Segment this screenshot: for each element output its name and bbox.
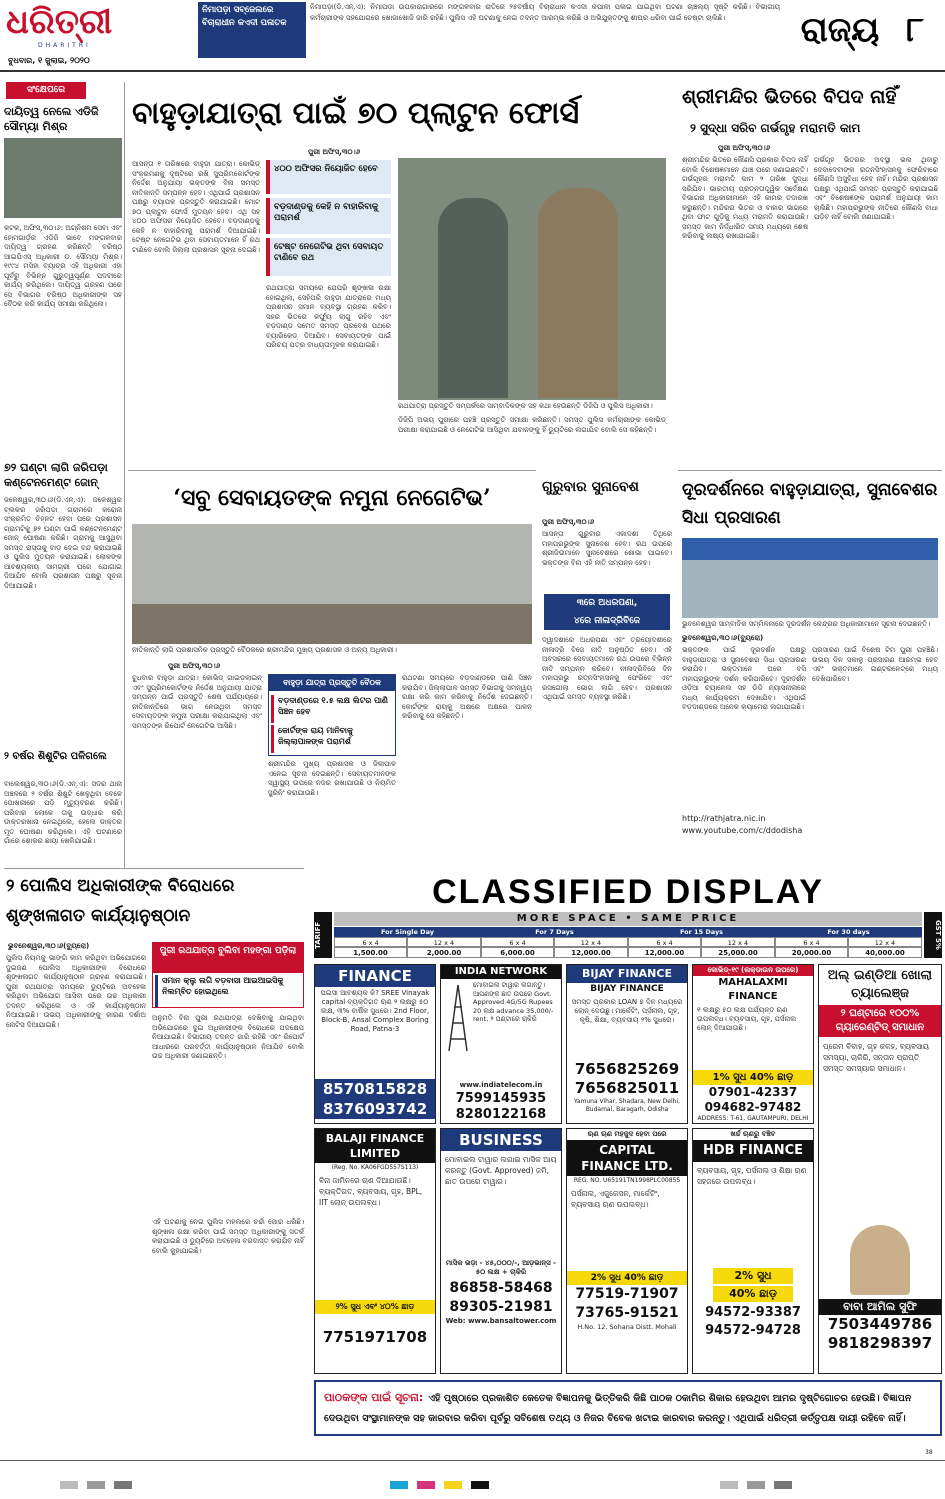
doordarshan-body-a: ଭକ୍ତଙ୍କ ପାଇଁ ଦୂରଦର୍ଶନ ପକ୍ଷରୁ ବାହୁଡ଼ାଯାତ୍ରା ଓ ସୁନାବେଶର ସିଧା ପ୍ରସାରଣ କରାଯିବ। ଭକ୍ତମାନେ ଘରେ ବସି ମହାପ୍ରଭୁଙ୍କ ଦର୍ଶନ କରିପାରିବେ। ଦୂରଦର୍ଶନ ଓଡ଼ିଆ ଚ୍ୟାନେଲ ସହ ଡିଡି ନ୍ୟାସନାଲରେ ମଧ୍ୟ କାର୍ଯ୍ୟକ୍ରମ ଦେଖାଯିବ। ଏଥିପାଇଁ ବଡ଼ଦାଣ୍ଡରେ ଅନେକ କ୍ୟାମେରା ଲଗାଯାଇଛି। — [682, 646, 806, 711]
ad-india-network-title: INDIA NETWORK — [441, 965, 561, 979]
ad-bijay-phone-2[interactable]: 7656825011 — [574, 1079, 680, 1097]
ad-finance-phone-1[interactable]: 8570815828 — [315, 1079, 435, 1099]
sunabesha-box-2: ୪ରେ ନୀଳାଦ୍ରିବିଜେ — [544, 612, 670, 630]
sunabesha-box-1: ୩ରେ ଅଧରପଣା, — [544, 594, 670, 612]
doordarshan-top-rule — [678, 470, 942, 471]
ad-business-phone-1[interactable]: 86858-58468 — [449, 1280, 553, 1296]
tariff-group-1: For Single Day — [334, 927, 481, 937]
police-story — [4, 872, 306, 1384]
ad-hdb-tag: ଖର୍ଚ୍ଚ ଋଣରୁ ବଞ୍ଚିବ — [730, 1130, 776, 1138]
masthead-rule — [0, 70, 945, 72]
doordarshan-photo-backdrop — [682, 538, 938, 560]
ad-finance-title: FINANCE — [315, 965, 435, 987]
sebayat-body-b: ଶ୍ରୀମନ୍ଦିର ମୁଖ୍ୟ ପ୍ରଶାସକ ଓ ଜିଲାପାଳ ଏନେଇ ସୂଚନା ଦେଇଛନ୍ତି। ସେବାୟତମାନଙ୍କ ସ୍ୱାସ୍ଥ୍ୟ ଉପରେ ନଜର ରଖାଯାଉଛି ଓ ନିୟମିତ ସ୍କ୍ରିନିଂ କରାଯାଉଛି। — [268, 760, 396, 797]
tariff-size-7: 6 x 4 — [775, 937, 848, 947]
sebayat-photo — [132, 524, 532, 644]
tariff-size-6: 12 x 4 — [701, 937, 775, 947]
tariff-size-2: 12 x 4 — [407, 937, 481, 947]
doordarshan-photo — [682, 538, 938, 618]
main-callout-1: ୪୦୦ ଅଫିସର ନିୟୋଜିତ ହେବେ — [266, 160, 391, 194]
brief-headline-2: ୭୨ ଘଣ୍ଟା ଲାଗି ଜରିପଡ଼ା କଣ୍ଟେନମେଣ୍ଟ ଜୋନ୍ — [4, 461, 108, 489]
tariff-group-4: For 30 days — [775, 927, 922, 937]
ad-bijay-body: ସମସ୍ତ ପ୍ରକାର LOAN ୭ ଦିନ ମଧ୍ୟରେ ଲୋନ୍ ଦେଉଛୁ। ମାର୍କେଟିଂ, ପର୍ସନାଲ, ଗୃହ, କୃଷି, ଶିକ୍ଷା, ବ୍ୟବସାୟ ୨% ସୁଧରେ। — [571, 998, 683, 1024]
srimandir-story — [678, 78, 942, 466]
ad-mahalaxmi[interactable] — [692, 964, 814, 1124]
swatch-grey-4 — [720, 1481, 738, 1489]
ad-capital-phone-1[interactable]: 77519-71907 — [575, 1286, 679, 1302]
masthead-logo — [6, 2, 126, 54]
ad-mahalaxmi-phone-2[interactable]: 094682-97482 — [704, 1100, 802, 1114]
ad-business-phone-2[interactable]: 89305-21981 — [449, 1299, 553, 1315]
ad-balaji-rate: ୨% ସୁଧ ଏବଂ ୪୦% ଛାଡ଼ — [315, 1300, 435, 1314]
main-callout-box — [266, 158, 391, 278]
doordarshan-headline: ଦୂରଦର୍ଶନରେ ବାହୁଡ଼ାଯାତ୍ରା, ସୁନାବେଶର ସିଧା ପ୍ରସାରଣ — [682, 480, 938, 528]
ad-finance[interactable] — [314, 964, 436, 1124]
ad-balaji-phone[interactable]: 7751971708 — [322, 1328, 428, 1346]
swatch-black — [471, 1481, 489, 1489]
ad-india-network-phone-1[interactable]: 7599145935 — [455, 1091, 547, 1106]
lead-text: ନିମାପଡ଼ା(ଡି.ଏନ୍‌.ଏ): ନିମାପଡ଼ା ଉପକାରାଗାରରେ ମଙ୍ଗଳବାର ରାତିରେ ୨୫ବର୍ଷୀୟ ବିଚାରାଧୀନ କଏଦୀ କପାଳୀ ପଳାଇ ଯାଇଥିବା ଘଟଣା ଚାଞ୍ଚଲ୍ୟ ସୃଷ୍ଟି କରିଛି। ବିଭାଗୀୟ କର୍ମଚାରୀଙ୍କ ସହଯୋଗରେ ଖୋଜାଖୋଜି ଜାରି ରହିଛି। ପୁଲିସ ଏହି ଘଟଣାକୁ ନେଇ ତଦନ୍ତ ଆରମ୍ଭ କରିଛି ଓ ଅଭିଯୁକ୍ତଙ୍କୁ ଶୀଘ୍ର ଧରିବା ପାଇଁ ଚେଷ୍ଟା ଚାଲିଛି। — [310, 3, 780, 22]
registration-marks-right — [720, 1474, 920, 1484]
police-infobox-item: ସମାନ କ୍ଲୁ ଲଗି ବଡ଼ବାସା ଆଇଆଇସିକୁ ନିଲମ୍ବିତ ହୋଇଥିଲେ — [155, 975, 301, 1007]
brief-headline-3: ୨ ବର୍ଷର ଶିଶୁଟିର ପଳିଗଲେ — [4, 751, 107, 762]
sebayat-top-rule — [128, 470, 536, 471]
ad-capital-phone-2[interactable]: 73765-91521 — [575, 1305, 679, 1321]
tariff-size-4: 12 x 4 — [554, 937, 628, 947]
ad-bijay-address: Yamuna Vihar, Shadara, New Delhi, Budamal, Baragarh, Odisha — [573, 1098, 681, 1113]
swatch-grey-3 — [114, 1481, 132, 1489]
ad-business-title: BUSINESS — [441, 1129, 561, 1151]
classified-subtitle: MORE SPACE • SAME PRICE — [334, 912, 922, 926]
swatch-cyan — [390, 1481, 408, 1489]
ad-challenge-title: ଅଲ୍ ଇଣ୍ଡିଆ ଖୋଲା ଚ୍ୟାଲେଞ୍ଜ — [827, 968, 933, 1001]
ad-hdb-title: HDB FINANCE — [693, 1140, 813, 1162]
footer-page-code: 38 — [925, 1449, 933, 1456]
ad-hdb-body: ବ୍ୟବସାୟ, ଗୃହ, ପର୍ସନାଲ ଓ ଶିକ୍ଷା ଋଣ ସହଜରେ ଉପଲବ୍ଧ। — [697, 1166, 807, 1186]
sebayat-body-c: ରଥଟଣା ସମୟରେ ବଡ଼ଦାଣ୍ଡରେ ପାଣି ସିଞ୍ଚନ କରାଯିବ। ଜିଲ୍ଲାପାଳ ସମସ୍ତ ବିଭାଗକୁ ସମନ୍ୱୟ ରକ୍ଷା କରି କାମ କରିବାକୁ ନିର୍ଦ୍ଦେଶ ଦେଇଛନ୍ତି। କୋର୍ଟଙ୍କ ରାୟକୁ ଅକ୍ଷରେ ଅକ୍ଷରେ ପାଳନ କରିବାକୁ ସେ କହିଛନ୍ତି। — [402, 674, 532, 720]
footer-rule — [0, 1460, 945, 1461]
main-photo-figure-1 — [438, 198, 508, 398]
sebayat-infobox — [268, 674, 396, 756]
police-top-rule — [4, 868, 304, 869]
brief-text-3: ବାଲେଶ୍ୱର,୩୦।୬(ଡି.ଏନ୍‌.ଏ): ସଦର ଥାନା ଅଞ୍ଚଳରେ ୨ ବର୍ଷର ଶିଶୁଟି ଖେଳୁଥିବା ବେଳେ ପୋଖରୀରେ ପଡ଼ି ମୃତ୍ୟୁବରଣ କରିଛି। ପରିବାର ଲୋକେ ତାକୁ ଉଦ୍ଧାର କରି ଡାକ୍ତରଖାନା ନେଇଥିଲେ, ହେଲେ ଡାକ୍ତର ମୃତ ଘୋଷଣା କରିଥିଲେ। ଏହି ଘଟଣାରେ ଗାଁରେ ଶୋକର ଛାୟା ଖେଳିଯାଇଛି। — [4, 780, 122, 845]
police-body-a: ପୁଲିସ ନିୟମକୁ ଭାଙ୍ଗି କାମ କରିଥିବା ଅଭିଯୋଗରେ ଦୁଇଜଣ ପୋଲିସ ଅଧିକାରୀଙ୍କ ବିରୋଧରେ ଶୃଙ୍ଖଳାଗତ କାର୍ଯ୍ୟାନୁଷ୍ଠାନ ଗ୍ରହଣ କରାଯାଇଛି। ପୁରୀ ରଥଯାତ୍ରା ସମୟରେ ଡ୍ୟୁଟିରେ ଅବହେଳା କରିଥିବା ଅଭିଯୋଗ ଆସିବା ପରେ ଉଚ୍ଚ ଅଧିକାରୀ ତଦନ୍ତ କରିଥିଲେ ଓ ଏହି କାର୍ଯ୍ୟାନୁଷ୍ଠାନ ନିଆଯାଇଛି। ଉଭୟ ଅଧିକାରୀଙ୍କୁ କାରଣ ଦର୍ଶାଅ ନୋଟିସ ଦିଆଯାଇଛି। — [6, 954, 146, 1029]
sebayat-infobox-item-1: ବଡ଼ଦାଣ୍ଡରେ ୧.୫ ଲକ୍ଷ ଲିଟର ପାଣି ସିଞ୍ଚନ ହେବ — [271, 695, 393, 723]
ad-balaji[interactable] — [314, 1128, 436, 1374]
tariff-size-8: 12 x 4 — [848, 937, 922, 947]
tariff-size-1: 6 x 4 — [334, 937, 407, 947]
srimandir-subhead: ୨ ସୁଦ୍ଧା ସରିବ ଗର୍ଭଗୃହ ମରାମତି କାମ — [690, 121, 861, 135]
srimandir-dateline: ପୁରୀ ଅଫିସ୍‌,୩୦।୬ — [718, 144, 771, 152]
police-headline-2: ଶୃଙ୍ଖଳାଗତ କାର୍ଯ୍ୟାନୁଷ୍ଠାନ — [6, 906, 191, 926]
brief-divider — [124, 82, 125, 868]
tariff-price-4: 12,000.00 — [554, 947, 628, 958]
ad-bijay-subtitle: BIJAY FINANCE — [590, 984, 664, 994]
lead-title: ନିମାପଡ଼ା ସବ୍‌ଜେଲରେ ବିଚାରାଧୀନ କଏଦୀ ପଳାତକ — [198, 2, 306, 58]
main-photo-figure-2 — [538, 188, 618, 398]
doordarshan-photo-caption: ଭୁବନେଶ୍ୱର ସାମ୍ବାଦିକ ସମ୍ମିଳନୀରେ ଦୂରଦର୍ଶନ କେନ୍ଦ୍ରର ଅଧିକାରୀମାନେ ସୂଚନା ଦେଉଛନ୍ତି। — [682, 620, 931, 628]
swatch-grey-1 — [60, 1481, 78, 1489]
ad-hdb-rate-2: 40% ଛାଡ଼ — [713, 1286, 793, 1302]
police-body-b: ଅନୁମତି ବିନା ପୁରୀ ରଥଯାତ୍ରା ଦେଖିବାକୁ ଯାଇଥିବା ଅଭିଯୋଗରେ ଦୁଇ ଅଧିକାରୀଙ୍କ ବିରୋଧରେ ପଦକ୍ଷେପ ନିଆଯାଇଛି। ବିଭାଗୀୟ ତଦନ୍ତ ଜାରି ରହିଛି ଏବଂ ରିପୋର୍ଟ ଆଧାରରେ ପରବର୍ତ୍ତୀ କାର୍ଯ୍ୟାନୁଷ୍ଠାନ ନିଆଯିବ ବୋଲି ଉଚ୍ଚ ଅଧିକାରୀ ଜଣାଇଛନ୍ତି। — [152, 1014, 304, 1060]
tariff-price-5: 12,000.00 — [628, 947, 701, 958]
ad-hdb-phone-2[interactable]: 94572-94728 — [705, 1323, 801, 1338]
main-photo-caption: ରଥଯାତ୍ରା ପ୍ରସ୍ତୁତି ସମ୍ପର୍କରେ ସାମ୍ବାଦିକଙ୍କ ସହ କଥା ହେଉଛନ୍ତି ଡିଜିପି ଓ ପୁଲିସ ଅଧିକାରୀ। — [398, 402, 653, 410]
brief-column — [4, 82, 122, 868]
ad-india-network-body: ମୋବାଇଲ ଟାୱାର ଲଗାନ୍ତୁ। ଆପଣଙ୍କ ଛାତ ଉପରେ Govt. Approved 4G/5G Rupees 20 ଲକ୍ଷ advance 35,000/- rent, ୨ ଘଣ୍ଟାରେ ଚାକିରି — [473, 981, 554, 1023]
ad-india-network-web[interactable]: www.indiatelecom.in — [459, 1081, 543, 1089]
sebayat-photo-table — [132, 604, 532, 644]
ad-bijay-finance[interactable] — [566, 964, 688, 1124]
section-title: ରାଜ୍ୟ — [800, 10, 880, 50]
swatch-grey-6 — [774, 1481, 792, 1489]
main-body-c: ଡିଜିପି ଅଭୟ ପୁରୀରେ ପହଞ୍ଚି ପ୍ରସ୍ତୁତି ସମୀକ୍ଷା କରିଛନ୍ତି। ସମସ୍ତ ପୁଲିସ କର୍ମଚାରୀଙ୍କ କୋଭିଡ୍ ପରୀକ୍ଷା କରାଯାଇଛି ଓ ନେଗେଟିଭ ଆସିଥିବା ଯବାନଙ୍କୁ ହିଁ ଡ୍ୟୁଟିରେ ଲଗାଯିବ ବୋଲି ସେ କହିଛନ୍ତି। — [398, 416, 666, 434]
ad-bijay-phone-1[interactable]: 7656825269 — [574, 1060, 680, 1078]
doordarshan-url-1[interactable]: http://rathjatra.nic.in — [682, 814, 766, 823]
ad-challenge-phone-2[interactable]: 9818298397 — [827, 1334, 933, 1352]
sunabesha-body-b: ଦ୍ୱାଦଶୀରେ ଅଧରପଣା ଏବଂ ତ୍ରୟୋଦଶୀରେ ନୀଳାଦ୍ରି ବିଜେ ନୀତି ଅନୁଷ୍ଠିତ ହେବ। ଏହି ଅବସରରେ ସେବାୟତମାନେ ରଥ ଉପରେ ବିଭିନ୍ନ ନୀତି ସମ୍ପନ୍ନ କରିବେ। ନୀଳାଦ୍ରିବିଜେ ଦିନ ମହାପ୍ରଭୁ ରତ୍ନସିଂହାସନକୁ ଫେରିବେ ଏବଂ ରସଗୋଲା ଭୋଗ ଲାଗି ହେବ। ପ୍ରଶାସନ ଏଥିପାଇଁ ସମସ୍ତ ବ୍ୟବସ୍ଥା କରିଛି। — [542, 636, 672, 701]
brief-text-2: ଜଳେଶ୍ୱର,୩୦।୬(ଡି.ଏନ୍‌.ଏ): ଜଳେଶ୍ୱର ବ୍ଲକର ଜରିପଡ଼ା ଗ୍ରାମରେ କରୋନା ସଂକ୍ରମିତ ଚିହ୍ନଟ ହେବା ପରେ ପ୍ରଶାସନ ଗ୍ରାମଟିକୁ ୭୨ ଘଣ୍ଟା ପାଇଁ କଣ୍ଟେନମେଣ୍ଟ ଜୋନ୍ ଘୋଷଣା କରିଛି। ଗ୍ରାମକୁ ଆସୁଥିବା ସମସ୍ତ ରାସ୍ତାକୁ ବାଡ଼ ଦେଇ ବନ୍ଦ କରାଯାଇଛି ଓ ପୁଲିସ ମୁତୟନ କରାଯାଇଛି। ଲୋକଙ୍କ ଆବଶ୍ୟକୀୟ ସାମଗ୍ରୀ ଘରେ ଯୋଗାଇ ଦିଆଯିବ ବୋଲି ପ୍ରଶାସନ ପକ୍ଷରୁ ସୂଚନା ଦିଆଯାଇଛି। — [4, 496, 122, 590]
reader-notice-text: ଏହି ପୃଷ୍ଠାରେ ପ୍ରକାଶିତ କେତେକ ବିଜ୍ଞାପନକୁ ଭିତ୍ତିକରି କିଛି ପାଠକ ଠକାମିର ଶିକାର ହେଉଥିବା ଆମର ଦୃଷ୍ଟିଗୋଚର ହେଉଛି। ବିଜ୍ଞାପନ ଦେଉଥିବା ସଂସ୍ଥାମାନଙ୍କ ସହ କାରବାର କରିବା ପୂର୍ବରୁ ସବିଶେଷ ତଥ୍ୟ ଓ ନିଜର ବିବେକ ଖଟାଇ କାରବାର କରନ୍ତୁ। ଏଥିପାଇଁ ଧରିତ୍ରୀ କର୍ତ୍ତୃପକ୍ଷ ଦାୟୀ ରହିବେ ନାହିଁ। — [324, 1393, 912, 1424]
sebayat-photo-caption: ନୀତିକାନ୍ତି ଲାଗି ପ୍ରଶାସନିକ ପ୍ରସ୍ତୁତି ବୈଠକରେ ଶ୍ରୀମନ୍ଦିର ମୁଖ୍ୟ ପ୍ରଶାସକ ଓ ଅନ୍ୟ ଅଧିକାରୀ। — [132, 646, 397, 654]
ad-business-web[interactable]: Web: www.bansaltower.com — [445, 1317, 557, 1325]
police-headline-1: ୨ ପୋଲିସ ଅଧିକାରୀଙ୍କ ବିରୋଧରେ — [6, 876, 235, 896]
ad-mahalaxmi-body: ୧ ଲକ୍ଷରୁ ୫୦ ଲକ୍ଷ ପର୍ଯ୍ୟନ୍ତ ଋଣ ଉପଲବ୍ଧ। ବ୍ୟବସାୟ, ଗୃହ, ପର୍ସନାଲ ଲୋନ୍ ଦିଆଯାଉଛି। — [697, 1006, 797, 1032]
police-dateline: ଭୁବନେଶ୍ୱର,୩୦।୬(ବ୍ୟୁରୋ) — [8, 942, 90, 950]
swatch-magenta — [417, 1481, 435, 1489]
main-photo — [398, 158, 666, 400]
srimandir-headline: ଶ୍ରୀମନ୍ଦିର ଭିତରେ ବିପଦ ନାହିଁ — [682, 86, 897, 108]
main-body-b: ରଥଯାତ୍ରା ସମୟରେ ଯେପରି ଶୃଙ୍ଖଳା ରକ୍ଷା ହୋଇଥିଲା, ସେହିପରି ବାହୁଡ଼ା ଯାତ୍ରାରେ ମଧ୍ୟ ପ୍ରଶାସନ ସମାନ ବ୍ୟବସ୍ଥା ଗ୍ରହଣ କରିବ। ସହର ଭିତରେ କର୍ଫ୍ୟୁ ଲାଗୁ ରହିବ ଏବଂ ବଡ଼ଦାଣ୍ଡ ସମେତ ସମସ୍ତ ପ୍ରବେଶ ପଥରେ ବ୍ୟାରିକେଡ୍ ଦିଆଯିବ। ସେବାୟତଙ୍କ ପାଇଁ ପରିଚୟ ପତ୍ର ବାଧ୍ୟତାମୂଳକ କରାଯାଇଛି। — [266, 284, 391, 349]
ad-india-network[interactable] — [440, 964, 562, 1124]
ad-mahalaxmi-phone-1[interactable]: 07901-42337 — [708, 1085, 798, 1099]
ad-challenge-subtitle: ୨ ଘଣ୍ଟାରେ ୧୦୦% ଗ୍ୟାରେଣ୍ଟିଡ୍ ସମାଧାନ — [819, 1005, 941, 1037]
classified-header — [314, 872, 942, 960]
ad-challenge-name: ବାବା ଆମିଲ ସୁଫି — [819, 1299, 941, 1315]
ad-business-rent: ମାସିକ ଭଡ଼ା - ୪୫,୦୦୦/-, ଆଡ଼ଭାନ୍ସ - ୫୦ ଲକ୍ଷ + ଚାକିରି — [445, 1259, 557, 1276]
ad-capital-address: H.No. 12, Sohana Distt. Mohali — [577, 1323, 677, 1331]
brief-headline-1: ଦାୟିତ୍ୱ ନେଲେ ଏଡିଜି ସୌମ୍ୟା ମିଶ୍ର — [4, 105, 99, 133]
sebayat-infobox-title: ବାହୁଡ଼ା ଯାତ୍ରା ପ୍ରସ୍ତୁତି ବୈଠକ — [269, 675, 395, 691]
ad-challenge-portrait — [850, 1225, 910, 1295]
ad-mahalaxmi-rate: 1% ସୁଧ 40% ଛାଡ଼ — [693, 1070, 813, 1085]
tariff-price-7: 20,000.00 — [775, 947, 848, 958]
classified-tariff-label: TARIFF — [314, 912, 332, 958]
ad-challenge-body: ପ୍ରେମ ବିବାହ, ଗୃହ କଳହ, ବ୍ୟବସାୟ ସମସ୍ୟା, ଚାକିରି, ସନ୍ତାନ ପ୍ରାପ୍ତି ସମସ୍ତ ସମସ୍ୟାର ସମାଧାନ। — [823, 1042, 929, 1073]
ad-capital-tag: ଋଣ ଋଣ ମହଜୁଦ ହେବା ପରେ — [587, 1130, 667, 1138]
main-dateline: ପୁରୀ ଅଫିସ୍‌,୩୦।୬ — [308, 148, 361, 156]
ad-bijay-title: BIJAY FINANCE — [567, 965, 687, 983]
ad-mahalaxmi-label: କୋଭିଡ୍-୧୯ (ଲକ୍‌ଡାଉନ ଉପରେ) — [693, 965, 813, 976]
brief-photo — [4, 138, 122, 218]
sebayat-story — [128, 470, 536, 866]
ad-challenge-phone-1[interactable]: 7503449786 — [827, 1315, 933, 1333]
brief-text-1: କଟକ, ଅଫିସ୍‌,୩୦।୬: ଅଗ୍ନିଶମ ସେବା ଏବଂ ହୋମଗାର୍ଡ଼ର ଏଡିଜି ଭାବେ ମଙ୍ଗଳବାର ଦାୟିତ୍ୱ ଗ୍ରହଣ କରିଛନ୍ତି ବରିଷ୍ଠ ଆଇପିଏସ୍ ଅଧିକାରୀ ଡ. ସୌମ୍ୟା ମିଶ୍ର। ୧୯୯୪ ମସିହା ବ୍ୟାଚ୍‌ର ଏହି ଅଧିକାରୀ ଏହା ପୂର୍ବରୁ ବିଭିନ୍ନ ଗୁରୁତ୍ୱପୂର୍ଣ୍ଣ ପଦବୀରେ କାର୍ଯ୍ୟ କରିଥିଲେ। ଦାୟିତ୍ୱ ଗ୍ରହଣ ପରେ ସେ ବିଭାଗର ବରିଷ୍ଠ ଅଧିକାରୀଙ୍କ ସହ ବୈଠକ କରି କାର୍ଯ୍ୟ ସମୀକ୍ଷା କରିଥିଲେ। — [4, 224, 122, 308]
sebayat-body-a: ବୁଧବାର ବାହୁଡ଼ା ଯାତ୍ରା। କୋଭିଡ୍ ଗାଇଡ଼ଲାଇନ୍ ଏବଂ ସୁପ୍ରିମକୋର୍ଟଙ୍କ ନିର୍ଦ୍ଦେଶ ଅନୁଯାୟୀ ଯାତ୍ରା ସମ୍ପନ୍ନ ପାଇଁ ପ୍ରସ୍ତୁତି ଶେଷ ପର୍ଯ୍ୟାୟରେ। ନୀତିକାନ୍ତିରେ ଭାଗ ନେଉଥିବା ସମସ୍ତ ସେବାୟତଙ୍କ ନମୁନା ପରୀକ୍ଷା କରାଯାଇଥିଲା ଏବଂ ସମସ୍ତଙ୍କ ରିପୋର୍ଟ ନେଗେଟିଭ ଆସିଛି। — [132, 674, 262, 730]
logo-text: ଧରିତ୍ରୀ — [6, 2, 113, 42]
sunabesha-story — [540, 470, 674, 866]
tariff-group-2: For 7 Days — [481, 927, 628, 937]
sunabesha-dateline: ପୁରୀ ଅଫିସ୍‌,୩୦।୬ — [542, 518, 595, 526]
ad-capital-rate: 2% ସୁଧ 40% ଛାଡ଼ — [567, 1271, 687, 1285]
main-callout-3: ଟେଷ୍ଟ ନେଗେଟିଭ ଥିବା ସେବାୟତ ଟାଣିବେ ରଥ — [266, 238, 391, 276]
ad-finance-body: ପଇସା ଆବଶ୍ୟକ କି? SREE Vinayak capital ବ୍ୟକ୍ତିଗତ ଋଣ ୨ ଲକ୍ଷରୁ ୫୦ ଲକ୍ଷ, ୩% ବାର୍ଷିକ ସୁଧରେ। 2nd Floor, Block-B, Ansal Complex Boring Road, Patna-3 — [320, 989, 430, 1033]
sebayat-infobox-item-2: କୋର୍ଟଙ୍କ ରାୟ ମାନିବାକୁ ଜିଲ୍ଲାପାଳଙ୍କ ପରାମର୍ଶ — [271, 725, 393, 753]
sebayat-dateline: ପୁରୀ ଅଫିସ୍‌,୩୦।୬ — [168, 662, 221, 670]
tariff-price-3: 6,000.00 — [481, 947, 554, 958]
registration-marks-left — [60, 1474, 260, 1484]
srimandir-body-b: ଗର୍ଭଗୃହ ଭିତରର ଅବସ୍ଥା ଭଲ ଥିବାରୁ ଦେବାଦେବୀଙ୍କ ରତ୍ନସିଂହାସନକୁ ଫେରିବାରେ କୌଣସି ଅସୁବିଧା ହେବ ନାହିଁ। ମନ୍ଦିର ପ୍ରଶାସନ ପକ୍ଷରୁ ଏଥିପାଇଁ ସମସ୍ତ ପ୍ରସ୍ତୁତି କରାଯାଇଛି ଏବଂ ବିଶେଷଜ୍ଞଙ୍କ ପରାମର୍ଶ ଅନୁଯାୟୀ କାମ ଚାଲିଛି। ମହାପ୍ରଭୁଙ୍କ ନୀତିରେ କୌଣସି ବାଧା ପଡ଼ିବ ନାହିଁ ବୋଲି ଜଣାଯାଇଛି। — [814, 156, 938, 221]
sunabesha-body-a: ଆସନ୍ତା ଗୁରୁବାର ଏକାଦଶୀ ତିଥିରେ ମହାପ୍ରଭୁଙ୍କ ସୁନାବେଶ ହେବ। ରଥ ଉପରେ ଶ୍ରୀଜିଉମାନେ ସୁନାବେଶରେ ଶୋଭା ପାଇବେ। ଭକ୍ତଙ୍କ ବିନା ଏହି ନୀତି ସମ୍ପନ୍ନ ହେବ। — [542, 530, 672, 567]
ad-finance-phone-2[interactable]: 8376093742 — [315, 1099, 435, 1119]
tariff-price-1: 1,500.00 — [334, 947, 407, 958]
ad-india-network-phone-2[interactable]: 8280122168 — [455, 1107, 547, 1122]
ad-capital[interactable] — [566, 1128, 688, 1374]
swatch-yellow — [444, 1481, 462, 1489]
ad-capital-reg: REG. NO. U65191TN1998PLC00855 — [573, 1177, 681, 1184]
ad-business-body: ମୋବାଇଲ ଟାୱାର ଲଗାଇ ମାସିକ ଆୟ କରନ୍ତୁ (Govt. Approved) ଜମି, ଛାତ ଉପରେ ଟାୱାର। — [445, 1155, 557, 1186]
tariff-price-8: 40,000.00 — [848, 947, 922, 958]
ad-balaji-reg: (Reg. No. KA06FGD557S113) — [331, 1164, 419, 1171]
police-infobox — [152, 942, 304, 1008]
logo-subtext: DHARITRI — [38, 42, 91, 49]
reader-notice — [314, 1380, 942, 1436]
doordarshan-dateline: ଭୁବନେଶ୍ୱର,୩୦।୬(ବ୍ୟୁରୋ) — [682, 634, 764, 642]
ad-challenge[interactable] — [818, 964, 942, 1374]
swatch-grey-5 — [747, 1481, 765, 1489]
doordarshan-body-b: ପ୍ରସାରଣ ପାଇଁ ବିଶେଷ ଟିମ ପୁରୀ ପହଞ୍ଚିଛି। ଉଭୟ ଦିନ ସକାଳୁ ପ୍ରସାରଣ ଆରମ୍ଭ ହେବ ଏବଂ ଭକ୍ତମାନେ ଇଣ୍ଟରନେଟ୍‌ରେ ମଧ୍ୟ ଦେଖିପାରିବେ। — [812, 646, 938, 683]
main-headline: ବାହୁଡ଼ାଯାତ୍ରା ପାଇଁ ୭୦ ପ୍ଲାଟୁନ ଫୋର୍ସ — [132, 96, 580, 131]
main-callout-2: ବଡ଼ଦାଣ୍ଡକୁ କେହି ନ ବାହାରିବାକୁ ପରାମର୍ଶ — [266, 198, 391, 234]
ad-capital-title: CAPITAL FINANCE LTD. — [567, 1140, 687, 1176]
masthead-date: ବୁଧବାର, ୧ ଜୁଲାଇ, ୨୦୨୦ — [8, 56, 90, 65]
tower-icon — [445, 983, 471, 1053]
ad-business[interactable] — [440, 1128, 562, 1374]
swatch-grey-2 — [87, 1481, 105, 1489]
main-story — [128, 78, 673, 468]
classified-title: CLASSIFIED DISPLAY — [432, 873, 824, 911]
ad-balaji-title: BALAJI FINANCE LIMITED — [315, 1129, 435, 1163]
classified-tariff-table — [334, 927, 922, 958]
footer-bar — [0, 1449, 945, 1490]
tariff-price-6: 25,000.00 — [701, 947, 775, 958]
registration-marks-center — [390, 1474, 590, 1484]
brief-label: ସଂକ୍ଷେପରେ — [6, 82, 86, 99]
masthead — [0, 0, 945, 73]
police-infobox-title: ପୁରୀ ରଥଯାତ୍ରା ବୁଲିବା ମହଙ୍ଗା ପଡ଼ିଲା — [153, 943, 303, 973]
main-body-a: ଆସନ୍ତା ୧ ତାରିଖରେ ବାହୁଡ଼ା ଯାତ୍ରା। କୋଭିଡ୍ ସଂକ୍ରମଣକୁ ଦୃଷ୍ଟିରେ ରଖି ସୁପ୍ରିମକୋର୍ଟଙ୍କ ନିର୍ଦ୍ଦେଶ ଅନୁଯାୟୀ ଭକ୍ତଙ୍କ ବିନା ସମସ୍ତ ନୀତିକାନ୍ତି ସମ୍ପନ୍ନ ହେବ। ଏଥିପାଇଁ ପ୍ରଶାସନ ପକ୍ଷରୁ ବ୍ୟାପକ ପ୍ରସ୍ତୁତି କରାଯାଇଛି। ମୋଟ ୭୦ ପ୍ଲାଟୁନ ଫୋର୍ସ ମୁତୟନ ହେବ। ଏଥି ସହ ୪୦୦ ଅଫିସର ନିୟୋଜିତ ହେବେ। ବଡ଼ଦାଣ୍ଡକୁ କେହି ନ ବାହାରିବାକୁ ପରାମର୍ଶ ଦିଆଯାଇଛି। ଟେଷ୍ଟ ନେଗେଟିଭ ଥିବା ସେବାୟତମାନେ ହିଁ ରଥ ଟାଣିବେ ବୋଲି ଜିଲ୍ଲା ପ୍ରଶାସନ ସୂଚନା ଦେଇଛି। — [132, 160, 260, 254]
ad-mahalaxmi-address: ADDRESS: T-61, GAUTAMPURI, DELHI — [697, 1115, 809, 1122]
reader-notice-label: ପାଠକଙ୍କ ପାଇଁ ସୂଚନା: — [324, 1391, 424, 1404]
ad-capital-body: ପର୍ସନାଲ, ଏଜୁକେସନ, ମାର୍କେଟିଂ, ବ୍ୟବସାୟ ଋଣ ଉପଲବ୍ଧ। — [571, 1189, 660, 1209]
sunabesha-headline: ଗୁରୁବାର ସୁନାବେଶ — [542, 479, 639, 495]
doordarshan-story — [678, 470, 942, 866]
tariff-group-3: For 15 Days — [628, 927, 775, 937]
sebayat-headline: ‘ସବୁ ସେବାୟତଙ୍କ ନମୁନା ନେଗେଟିଭ’ — [173, 485, 491, 511]
tariff-price-2: 2,000.00 — [407, 947, 481, 958]
ad-hdb-phone-1[interactable]: 94572-93387 — [705, 1305, 801, 1320]
doordarshan-url-2[interactable]: www.youtube.com/c/ddodisha — [682, 826, 803, 835]
classified-gst-label: GST 5% — [924, 912, 942, 958]
tariff-size-5: 6 x 4 — [628, 937, 701, 947]
tariff-size-3: 6 x 4 — [481, 937, 554, 947]
page-number: ୮ — [906, 10, 924, 50]
police-body-c: ଏହି ଘଟଣାକୁ ନେଇ ପୁଲିସ ମହଲରେ ଚର୍ଚ୍ଚା ଜୋର ଧରିଛି। ଶୃଙ୍ଖଳା ରକ୍ଷା କରିବା ପାଇଁ ସମସ୍ତ ଅଧିକାରୀଙ୍କୁ ସତର୍କ କରାଯାଇଛି ଓ ଡ୍ୟୁଟିରେ ଅବହେଳା ବରଦାସ୍ତ କରାଯିବ ନାହିଁ ବୋଲି କୁହାଯାଇଛି। — [152, 1218, 304, 1255]
ad-mahalaxmi-title: MAHALAXMI FINANCE — [718, 977, 788, 1002]
ad-hdb[interactable] — [692, 1128, 814, 1374]
ad-hdb-rate-1: 2% ସୁଧ — [713, 1268, 793, 1284]
srimandir-body-a: ଶ୍ରୀମନ୍ଦିର ଭିତରେ କୌଣସି ପ୍ରକାର ବିପଦ ନାହିଁ ବୋଲି ବିଶେଷଜ୍ଞମାନେ ଯାଞ୍ଚ ପରେ ଜଣାଇଛନ୍ତି। ଗର୍ଭଗୃହର ମରାମତି କାମ ୨ ତାରିଖ ସୁଦ୍ଧା ସରିଯିବ। ଭାରତୀୟ ପ୍ରତ୍ନତାତ୍ତ୍ୱିକ ସର୍ବେକ୍ଷଣ ବିଭାଗର ଅଧିକାରୀମାନେ ଏହି କାମର ତଦାରଖ କରୁଛନ୍ତି। ମନ୍ଦିରର ଭିତର ଓ ବାହାର ଭାଗରେ ଥିବା ଫାଟ ଗୁଡ଼ିକୁ ମଧ୍ୟ ମରାମତି କରାଯାଉଛି। ସମସ୍ତ କାମ ନିର୍ଦ୍ଧାରିତ ସମୟ ମଧ୍ୟରେ ଶେଷ କରିବାକୁ ଲକ୍ଷ୍ୟ ରଖାଯାଇଛି। — [682, 156, 808, 240]
ad-balaji-body: ବିନା ଜାମିନରେ ଋଣ ଦିଆଯାଉଛି। ବ୍ୟକ୍ତିଗତ, ବ୍ୟବସାୟ, ଗୃହ, BPL, IIT ଲୋନ୍ ଉପଲବ୍ଧ। — [319, 1176, 423, 1207]
